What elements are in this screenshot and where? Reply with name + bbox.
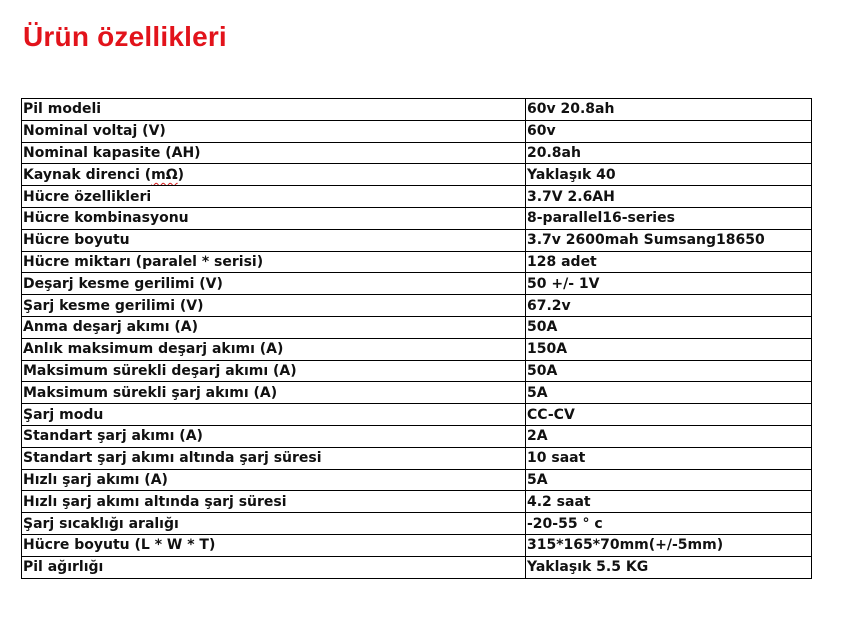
spec-value: 20.8ah <box>526 142 812 164</box>
table-row <box>22 513 812 535</box>
spec-label <box>22 164 526 186</box>
spec-value: 150A <box>526 338 812 360</box>
spec-value: 3.7V 2.6AH <box>526 186 812 208</box>
spec-table <box>21 98 812 579</box>
spec-label: Standart şarj akımı (A) <box>22 425 526 447</box>
spec-label: Şarj sıcaklığı aralığı <box>22 513 526 535</box>
spec-label: Hücre özellikleri <box>22 186 526 208</box>
page-title: Ürün özellikleri <box>23 21 227 52</box>
spec-label: Şarj modu <box>22 404 526 426</box>
spec-label: Hızlı şarj akımı (A) <box>22 469 526 491</box>
table-row <box>22 229 812 251</box>
table-row <box>22 425 812 447</box>
table-row <box>22 186 812 208</box>
table-row <box>22 360 812 382</box>
spec-value: 4.2 saat <box>526 491 812 513</box>
table-row <box>22 316 812 338</box>
spec-value: 128 adet <box>526 251 812 273</box>
spec-label: Anlık maksimum deşarj akımı (A) <box>22 338 526 360</box>
spec-value: 5A <box>526 382 812 404</box>
spec-value: 60v <box>526 120 812 142</box>
spec-value: 50A <box>526 316 812 338</box>
table-row <box>22 534 812 556</box>
spec-label: Deşarj kesme gerilimi (V) <box>22 273 526 295</box>
spec-label: Şarj kesme gerilimi (V) <box>22 295 526 317</box>
spec-value: -20-55 ° c <box>526 513 812 535</box>
spec-label: Standart şarj akımı altında şarj süresi <box>22 447 526 469</box>
spec-label: Nominal kapasite (AH) <box>22 142 526 164</box>
table-row <box>22 447 812 469</box>
spec-value: 60v 20.8ah <box>526 99 812 121</box>
spec-value: Yaklaşık 40 <box>526 164 812 186</box>
spec-value: 10 saat <box>526 447 812 469</box>
spec-label: Anma deşarj akımı (A) <box>22 316 526 338</box>
spec-label: Hücre boyutu <box>22 229 526 251</box>
spec-label: Hızlı şarj akımı altında şarj süresi <box>22 491 526 513</box>
table-row <box>22 491 812 513</box>
table-row <box>22 273 812 295</box>
table-row <box>22 295 812 317</box>
spec-label: Pil ağırlığı <box>22 556 526 578</box>
table-row <box>22 382 812 404</box>
table-row <box>22 142 812 164</box>
table-row <box>22 99 812 121</box>
spec-label-suffix: ) <box>177 166 185 183</box>
table-row <box>22 469 812 491</box>
spellcheck-flagged-unit: mΩ <box>151 166 178 183</box>
spec-label: Pil modeli <box>22 99 526 121</box>
spec-label: Hücre miktarı (paralel * serisi) <box>22 251 526 273</box>
spec-value: CC-CV <box>526 404 812 426</box>
spec-value: 67.2v <box>526 295 812 317</box>
spec-value: Yaklaşık 5.5 KG <box>526 556 812 578</box>
spec-label-prefix: Kaynak direnci ( <box>23 166 152 183</box>
spec-label: Nominal voltaj (V) <box>22 120 526 142</box>
table-row <box>22 207 812 229</box>
table-row <box>22 251 812 273</box>
spec-value: 315*165*70mm(+/-5mm) <box>526 534 812 556</box>
table-row <box>22 556 812 578</box>
spec-value: 5A <box>526 469 812 491</box>
spec-label: Hücre kombinasyonu <box>22 207 526 229</box>
table-row <box>22 338 812 360</box>
spec-value: 3.7v 2600mah Sumsang18650 <box>526 229 812 251</box>
spec-label: Maksimum sürekli şarj akımı (A) <box>22 382 526 404</box>
table-row <box>22 164 812 186</box>
spec-label: Maksimum sürekli deşarj akımı (A) <box>22 360 526 382</box>
table-row <box>22 404 812 426</box>
spec-value: 8-parallel16-series <box>526 207 812 229</box>
table-row <box>22 120 812 142</box>
spec-value: 50A <box>526 360 812 382</box>
spec-value: 2A <box>526 425 812 447</box>
spec-label: Hücre boyutu (L * W * T) <box>22 534 526 556</box>
spec-value: 50 +/- 1V <box>526 273 812 295</box>
